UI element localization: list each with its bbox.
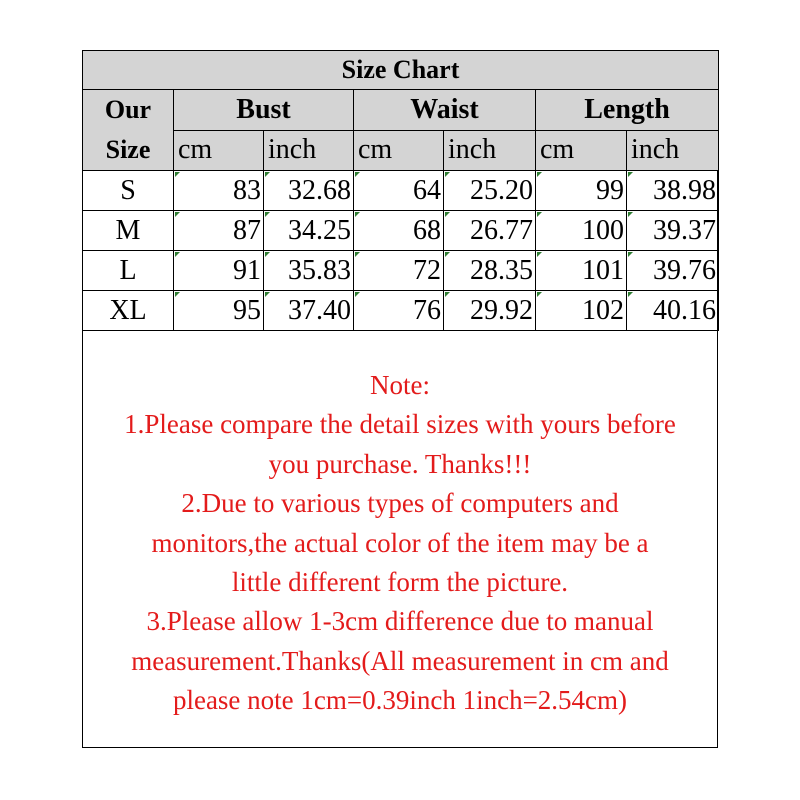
length-inch-cell: 39.76 [627,251,719,291]
size-chart-table [82,50,719,331]
waist-cm-cell: 64 [354,171,444,211]
waist-inch-cell: 26.77 [444,211,536,251]
note-line: measurement.Thanks(All measurement in cm and [131,645,669,676]
unit-length-cm: cm [536,130,627,171]
waist-inch-cell: 29.92 [444,291,536,331]
our-label: Our [104,95,152,124]
note-line: monitors,the actual color of the item may be a [151,527,649,558]
size-label: Size [105,135,151,164]
size-label-xl: XL [83,291,174,331]
note-line: 1.Please compare the detail sizes with yours before [124,409,676,440]
size-label-m: M [83,211,174,251]
our-size-header [83,90,174,171]
waist-inch-cell: 25.20 [444,171,536,211]
unit-waist-inch: inch [444,130,536,171]
bust-inch-cell: 35.83 [264,251,354,291]
waist-cm-cell: 76 [354,291,444,331]
waist-header: Waist [354,90,536,131]
note-heading: Note: [370,370,430,400]
note-line: please note 1cm=0.39inch 1inch=2.54cm) [172,685,628,716]
length-header: Length [536,90,719,131]
unit-waist-cm: cm [354,130,444,171]
chart-title: Size Chart [83,51,719,90]
size-label-l: L [83,251,174,291]
note-line: 2.Due to various types of computers and [181,488,619,519]
bust-inch-cell: 37.40 [264,291,354,331]
bust-inch-cell: 34.25 [264,211,354,251]
length-inch-cell: 38.98 [627,171,719,211]
unit-bust-cm: cm [174,130,264,171]
waist-cm-cell: 72 [354,251,444,291]
note-line: you purchase. Thanks!!! [268,448,532,479]
bust-cm-cell: 95 [174,291,264,331]
bust-cm-cell: 83 [174,171,264,211]
waist-inch-cell: 28.35 [444,251,536,291]
length-cm-cell: 99 [536,171,627,211]
unit-length-inch: inch [627,130,719,171]
bust-cm-cell: 91 [174,251,264,291]
waist-cm-cell: 68 [354,211,444,251]
length-cm-cell: 102 [536,291,627,331]
table-row [83,251,719,291]
table-row [83,171,719,211]
unit-bust-inch: inch [264,130,354,171]
table-row [83,211,719,251]
length-cm-cell: 100 [536,211,627,251]
table-row [83,291,719,331]
note-line: little different form the picture. [231,567,569,598]
note-line: 3.Please allow 1-3cm difference due to manual [146,606,654,637]
length-inch-cell: 39.37 [627,211,719,251]
bust-header: Bust [174,90,354,131]
note-block [82,366,718,721]
bust-inch-cell: 32.68 [264,171,354,211]
bust-cm-cell: 87 [174,211,264,251]
length-cm-cell: 101 [536,251,627,291]
length-inch-cell: 40.16 [627,291,719,331]
size-label-s: S [83,171,174,211]
